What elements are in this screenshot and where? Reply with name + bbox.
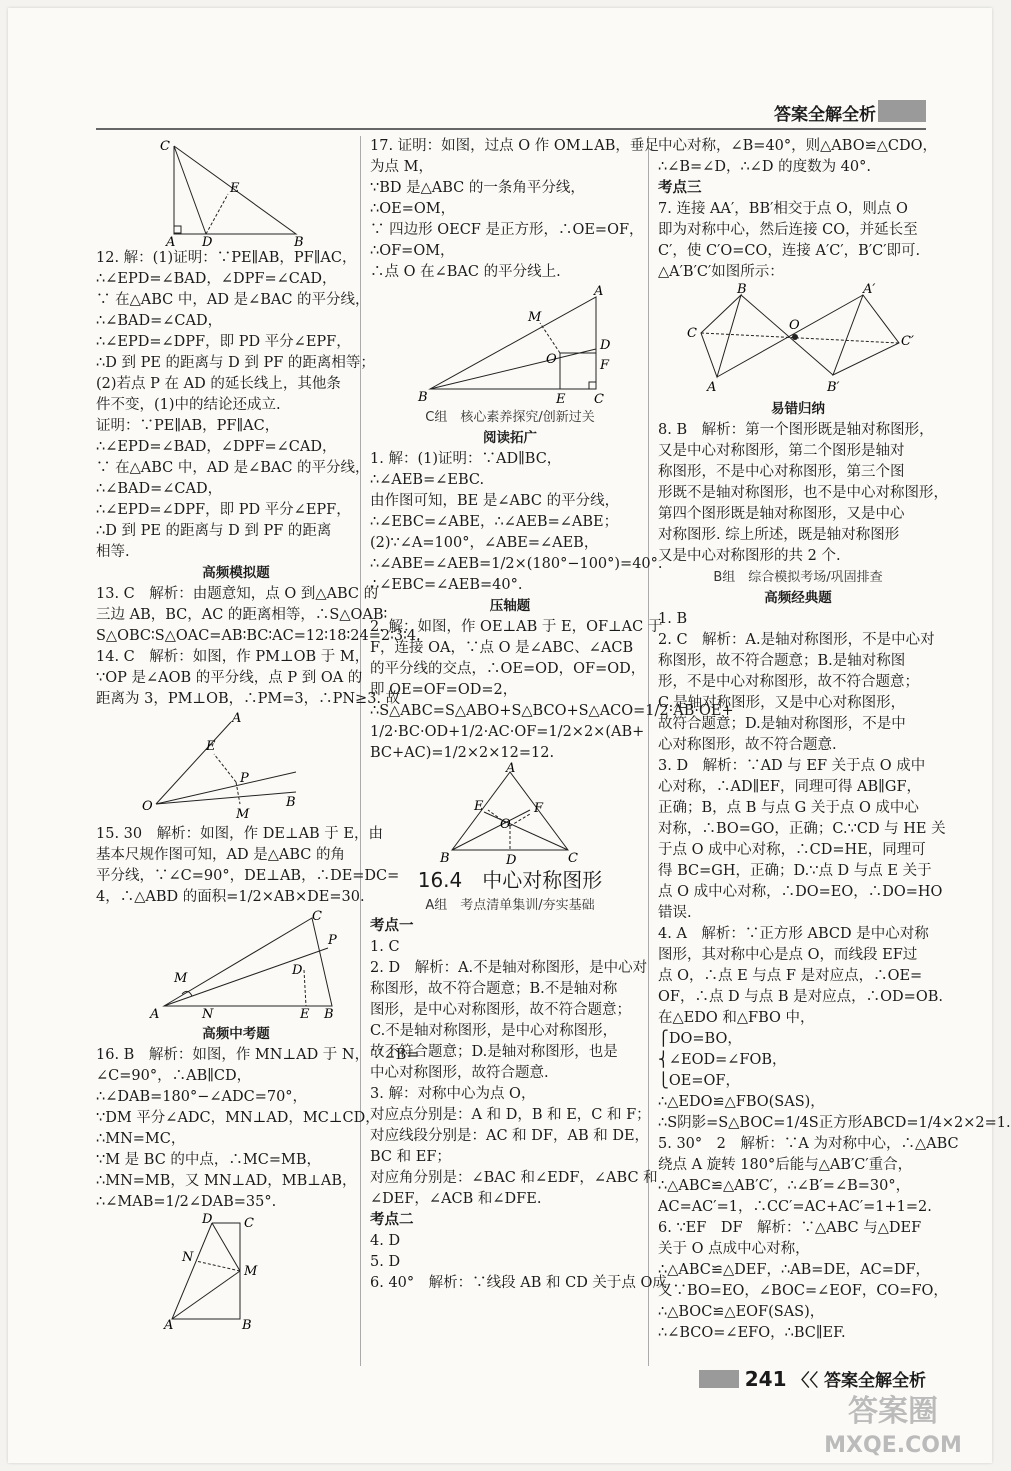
text-line: ∴∠EPD=∠BAD，∠DPF=∠CAD， (96, 271, 337, 287)
text-line: 1/2·BC·OD+1/2·AC·OF=1/2×2×(AB+ (370, 724, 645, 740)
footer-decoration (699, 1370, 739, 1388)
text-line: 相等. (96, 544, 130, 560)
text-line: 3. D 解析：∵AD 与 EF 关于点 O 成中 (658, 758, 926, 774)
figure-c2-triangle (440, 761, 580, 868)
fig4-label: D (202, 1212, 213, 1227)
text-line: 的平分线的交点，∴OE=OD，OF=OD， (370, 661, 646, 677)
fig7-label: C′ (901, 334, 914, 349)
header-decoration (878, 100, 926, 122)
text-line: ∵OP 是∠AOB 的平分线，点 P 到 OA 的 (96, 670, 363, 686)
text-line: 12. 解：(1)证明：∵PE∥AB，PF∥AC， (96, 250, 357, 266)
answer-12 (96, 248, 376, 563)
text-line: ∠DEF，∠ACB 和∠DFE. (370, 1191, 542, 1207)
answer-page (8, 8, 1011, 1463)
text-line: 4，∴△ABD 的面积=1/2×AB×DE=30. (96, 889, 365, 905)
text-line: ∴∠EPD=∠BAD，∠DPF=∠CAD， (96, 439, 337, 455)
text-line: ∴OE=OM， (370, 201, 456, 217)
text-line: ∴△ABC≌△DEF，∴AB=DE，AC=DF， (658, 1262, 931, 1278)
fig2-label: E (206, 739, 216, 754)
heading-gaopin-zhongkao: 高频中考题 (202, 1026, 270, 1042)
fig1-label: D (202, 235, 213, 250)
text-line: ⎧DO=BO， (658, 1031, 742, 1047)
fig5-label: F (600, 358, 610, 373)
text-line: BC 和 EF； (370, 1149, 451, 1165)
text-line: 得 BC=GH，正确；D.∵点 D 与点 E 关于 (658, 863, 932, 879)
group-a-heading: A组 考点清单集训/夯实基础 (425, 898, 595, 913)
figure-q11-triangle (156, 138, 316, 250)
fig4-label: N (182, 1250, 194, 1265)
text-line: 对称图形. 综上所述，既是轴对称图形 (658, 527, 900, 543)
text-line: ∴∠EBC=∠AEB=40°. (370, 577, 523, 593)
text-line: 对应角分别是：∠BAC 和∠EDF，∠ABC 和 (370, 1170, 658, 1186)
text-line: 即 OE=OF=OD=2， (370, 682, 518, 698)
fig3-label: E (300, 1007, 310, 1022)
text-line: ∵BD 是△ABC 的一条角平分线， (370, 180, 585, 196)
answer-17 (370, 136, 659, 283)
fig6-label: F (534, 801, 544, 816)
text-line: 点 O，∴点 E 与点 F 是对应点，∴OE= (658, 968, 923, 984)
text-line: ∴△BOC≌△EOF(SAS)， (658, 1304, 825, 1320)
fig6-label: C (568, 851, 578, 866)
text-line: 3. 解：对称中心为点 O， (370, 1086, 536, 1102)
answer-8 (658, 420, 948, 567)
footer-title: 答案全解全析 (824, 1371, 926, 1391)
fig7-label: B′ (827, 380, 840, 395)
text-line: F，连接 OA，∵点 O 是∠ABC、∠ACB (370, 640, 634, 656)
figure-q17-triangle (410, 285, 610, 405)
text-line: ∴MN=MC， (96, 1131, 186, 1147)
footer-arrows: 〈〈 (792, 1371, 818, 1391)
text-line: 对应点分别是：A 和 D，B 和 E，C 和 F； (370, 1107, 651, 1123)
figure-q16-trapezoid (156, 1212, 286, 1333)
kaodian-2: 考点二 (370, 1212, 414, 1228)
text-line: ∴△ABC≌△AB′C′，∴∠B′=∠B=30°， (658, 1178, 911, 1194)
text-line: 在△EDO 和△FBO 中， (658, 1010, 815, 1026)
fig1-label: B (294, 235, 304, 250)
text-line: 4. D (370, 1233, 401, 1249)
text-line: 绕点 A 旋转 180°后能与△AB′C′重合， (658, 1157, 913, 1173)
watermark-line: MXQE.COM (824, 1433, 962, 1458)
text-line: (2)∵∠A=100°，∠ABE=∠AEB， (370, 535, 599, 551)
text-line: 对称，∴BO=GO，正确；C.∵CD 与 HE 关 (658, 821, 946, 837)
fig6-label: E (474, 799, 484, 814)
text-line: ⎩OE=OF， (658, 1073, 740, 1089)
text-line: 形，不是中心对称图形，故不符合题意； (658, 674, 919, 690)
figure-q7-central-symmetry (683, 282, 914, 397)
page-number: 241 (744, 1366, 787, 1391)
text-line: 2. C 解析：A.是轴对称图形，不是中心对 (658, 632, 935, 648)
column-3 (658, 136, 1011, 1344)
fig6-label: O (500, 817, 511, 832)
text-line: 称图形，故不符合题意；B.是轴对称图 (658, 653, 906, 669)
fig5-label: D (600, 338, 611, 353)
text-line: 称图形，故不符合题意；B.不是轴对称 (370, 981, 618, 997)
text-line: 图形，其对称中心是点 O，而线段 EF过 (658, 947, 918, 963)
text-line: ∴∠DAB=180°−∠ADC=70°， (96, 1089, 308, 1105)
text-line: 第四个图形既是轴对称图形，又是中心 (658, 506, 905, 522)
text-line: 1. B (658, 611, 688, 627)
fig3-label: A (150, 1007, 160, 1022)
fig3-label: P (328, 933, 337, 948)
text-line: C′，使 C′O=CO，连接 A′C′，B′C′即可. (658, 243, 921, 259)
text-line: 三边 AB，BC，AC 的距离相等，∴S△OAB∶ (96, 607, 388, 623)
answer-15 (96, 824, 400, 908)
group-c-heading: C组 核心素养探究/创新过关 (425, 410, 595, 425)
text-line: ∴S阴影=S△BOC=1/4S正方形ABCD=1/4×2×2=1. (658, 1115, 1011, 1131)
text-line: ∴∠BCO=∠EFO，∴BC∥EF. (658, 1325, 846, 1341)
text-line: 13. C 解析：由题意知，点 O 到△ABC 的 (96, 586, 379, 602)
text-line: ∴∠MAB=1/2∠DAB=35°. (96, 1194, 277, 1210)
text-line: 1. 解：(1)证明：∵AD∥BC， (370, 451, 562, 467)
text-line: 件不变，(1)中的结论还成立. (96, 397, 281, 413)
answers-a1-3 (370, 937, 658, 1210)
text-line: 基本尺规作图可知，AD 是△ABC 的角 (96, 847, 345, 863)
text-line: 心对称图形，故不符合题意. (658, 737, 837, 753)
text-line: 对应线段分别是：AC 和 DF，AB 和 DE， (370, 1128, 650, 1144)
text-line: 7. 连接 AA′，BB′相交于点 O，则点 O (658, 201, 908, 217)
heading-yazhou: 压轴题 (489, 598, 531, 614)
text-line: ∴D 到 PE 的距离与 D 到 PF 的距离 (96, 523, 332, 539)
text-line: 称图形，不是中心对称图形，第三个图 (658, 464, 905, 480)
text-line: 14. C 解析：如图，作 PM⊥OB 于 M， (96, 649, 370, 665)
fig1-label: A (166, 235, 176, 250)
text-line: 5. D (370, 1254, 401, 1270)
text-line: 1. C (370, 939, 400, 955)
text-line: C.不是轴对称图形，是中心对称图形， (370, 1023, 618, 1039)
text-line: C.是轴对称图形，又是中心对称图形， (658, 695, 906, 711)
heading-gaopin-moni: 高频模拟题 (202, 565, 270, 581)
text-line: 为点 M， (370, 159, 433, 175)
text-line: 中心对称，∠B=40°，则△ABO≌△CDO， (658, 138, 937, 154)
text-line: ∴MN=MB，又 MN⊥AD，MB⊥AB， (96, 1173, 357, 1189)
fig6-label: B (440, 851, 450, 866)
text-line: 故符合题意；D.是轴对称图形，不是中 (658, 716, 906, 732)
text-line: (2)若点 P 在 AD 的延长线上，其他条 (96, 376, 341, 392)
fig7-label: O (789, 318, 800, 333)
text-line: 由作图可知，BE 是∠ABC 的平分线， (370, 493, 620, 509)
text-line: 16. B 解析：如图，作 MN⊥AD 于 N，∵∠B= (96, 1047, 419, 1063)
heading-yicuo-guina: 易错归纳 (771, 401, 825, 417)
fig4-label: C (244, 1216, 254, 1231)
section-title: 16.4 中心对称图形 (417, 868, 603, 892)
answer-13-14 (96, 584, 421, 710)
answer-7 (658, 199, 938, 283)
text-line: 于点 O 成中心对称，∴CD=HE，同理可 (658, 842, 926, 858)
text-line: ∴∠AEB=∠EBC. (370, 472, 485, 488)
text-line: 关于 O 点成中心对称， (658, 1241, 810, 1257)
figure-q15-triangle (136, 910, 336, 1022)
text-line: ∴∠ABE=∠AEB=1/2×(180°−100°)=40°. (370, 556, 663, 572)
figure-q14-angle (136, 712, 306, 822)
fig2-label: M (236, 807, 250, 822)
fig5-label: C (594, 392, 604, 407)
text-line: ∴∠BAD=∠CAD， (96, 313, 223, 329)
fig7-label: A′ (863, 282, 876, 297)
watermark-line: 答案圈 (848, 1394, 938, 1429)
text-line: OF，∴点 D 与点 B 是对应点，∴OD=OB. (658, 989, 943, 1005)
fig5-label: E (556, 392, 566, 407)
text-line: ∴∠EPD=∠DPF，即 PD 平分∠EPF， (96, 334, 351, 350)
text-line: 即为对称中心，然后连接 CO，并延长至 (658, 222, 918, 238)
text-line: ∴点 O 在∠BAC 的平分线上. (370, 264, 561, 280)
fig5-label: B (418, 390, 428, 405)
text-line: 4. A 解析：∵正方形 ABCD 是中心对称 (658, 926, 929, 942)
text-line: 图形，是中心对称图形，故不符合题意； (370, 1002, 631, 1018)
answer-c1 (370, 449, 663, 596)
text-line: ∠C=90°，∴AB∥CD， (96, 1068, 252, 1084)
text-line: 2. D 解析：A.不是轴对称图形，是中心对 (370, 960, 648, 976)
fig3-label: C (312, 909, 322, 924)
fig4-label: B (242, 1318, 252, 1333)
text-line: 8. B 解析：第一个图形既是轴对称图形， (658, 422, 934, 438)
heading-yuedu-tuoguang: 阅读拓广 (483, 430, 537, 446)
header-title: 答案全解全析 (774, 105, 876, 125)
text-line: ∵M 是 BC 的中点，∴MC=MB， (96, 1152, 322, 1168)
group-b-heading: B组 综合模拟考场/巩固排查 (713, 570, 883, 585)
text-line: ∴S△ABC=S△ABO+S△BCO+S△ACO=1/2·AB·OE+ (370, 703, 734, 719)
heading-gaopin-jingdian: 高频经典题 (764, 590, 832, 606)
fig6-label: A (506, 761, 516, 776)
fig2-label: O (142, 799, 153, 814)
text-line: 15. 30 解析：如图，作 DE⊥AB 于 E，由 (96, 826, 384, 842)
text-line: 故不符合题意；D.是轴对称图形，也是 (370, 1044, 618, 1060)
text-line: 2. 解：如图，作 OE⊥AB 于 E，OF⊥AC 于 (370, 619, 663, 635)
header-rule (96, 128, 926, 130)
text-line: 平分线，∵∠C=90°，DE⊥AB，∴DE=DC= (96, 868, 400, 884)
fig5-label: A (594, 284, 604, 299)
text-line: ∴∠B=∠D，∴∠D 的度数为 40°. (658, 159, 871, 175)
fig2-label: B (286, 795, 296, 810)
fig7-label: B (737, 282, 747, 297)
text-line: △A′B′C′如图所示： (658, 264, 784, 280)
text-line: ∵ 四边形 OECF 是正方形，∴OE=OF， (370, 222, 644, 238)
text-line: S△OBC∶S△OAC=AB∶BC∶AC=12∶18∶24=2∶3∶4. (96, 628, 421, 644)
text-line: 17. 证明：如图，过点 O 作 OM⊥AB，垂足 (370, 138, 659, 154)
text-line: ∴∠EPD=∠DPF，即 PD 平分∠EPF， (96, 502, 351, 518)
fig1-label: C (160, 139, 170, 154)
fig5-label: O (546, 352, 557, 367)
text-line: BC+AC)=1/2×2×12=12. (370, 745, 555, 761)
text-line: ∴△EDO≌△FBO(SAS)， (658, 1094, 825, 1110)
fig3-label: N (202, 1007, 214, 1022)
text-line: ∴D 到 PE 的距离与 D 到 PF 的距离相等； (96, 355, 375, 371)
text-line: 6. 40° 解析：∵线段 AB 和 CD 关于点 O成 (370, 1275, 667, 1291)
text-line: 又∵BO=EO，∠BOC=∠EOF，CO=FO， (658, 1283, 948, 1299)
text-line: 错误. (658, 905, 692, 921)
kaodian-1: 考点一 (370, 918, 414, 934)
fig3-label: M (174, 971, 188, 986)
text-line: 点 O 成中心对称，∴DO=EO，∴DO=HO (658, 884, 943, 900)
text-line: 6. ∵EF DF 解析：∵△ABC 与△DEF (658, 1220, 922, 1236)
fig6-label: D (506, 853, 517, 868)
fig3-label: B (324, 1007, 334, 1022)
fig7-label: A (707, 380, 717, 395)
text-line: 心对称，∴AD∥EF，同理可得 AB∥GF， (658, 779, 922, 795)
text-line: 正确；B，点 B 与点 G 关于点 O 成中心 (658, 800, 919, 816)
fig4-label: M (244, 1264, 258, 1279)
answers-a4-6 (370, 1231, 667, 1294)
text-line: 中心对称图形，故符合题意. (370, 1065, 549, 1081)
fig1-label: E (230, 181, 240, 196)
text-line: 距离为 3，PM⊥OB，∴PM=3，∴PN≥3. 故 (96, 691, 401, 707)
fig3-label: D (292, 963, 303, 978)
text-line: 5. 30° 2 解析：∵A 为对称中心，∴△ABC (658, 1136, 959, 1152)
text-line: 又是中心对称图形，第二个图形是轴对 (658, 443, 905, 459)
text-line: 形既不是轴对称图形，也不是中心对称图形， (658, 485, 948, 501)
text-line: ∴OF=OM， (370, 243, 455, 259)
text-line: ∵ 在△ABC 中，AD 是∠BAC 的平分线， (96, 460, 370, 476)
fig5-label: M (528, 310, 542, 325)
text-line: AC=AC′=1，∴CC′=AC+AC′=1+1=2. (658, 1199, 932, 1215)
text-line: 又是中心对称图形的共 2 个. (658, 548, 841, 564)
fig2-label: P (240, 771, 249, 786)
fig7-label: C (687, 326, 697, 341)
kaodian-3: 考点三 (658, 180, 702, 196)
text-line: ∴∠EBC=∠ABE，∴∠AEB=∠ABE； (370, 514, 619, 530)
text-line: ∵ 在△ABC 中，AD 是∠BAC 的平分线， (96, 292, 370, 308)
fig2-label: A (232, 711, 242, 726)
watermark-logo (798, 1395, 988, 1465)
footer (699, 1366, 926, 1391)
answers-b1-6 (658, 609, 1011, 1344)
text-line: 证明：∵PE∥AB，PF∥AC， (96, 418, 280, 434)
fig4-label: A (164, 1318, 174, 1333)
text-line: ∵DM 平分∠ADC，MN⊥AD，MC⊥CD， (96, 1110, 380, 1126)
text-line: ⎨∠EOD=∠FOB， (658, 1052, 787, 1068)
text-line: ∴∠BAD=∠CAD， (96, 481, 223, 497)
